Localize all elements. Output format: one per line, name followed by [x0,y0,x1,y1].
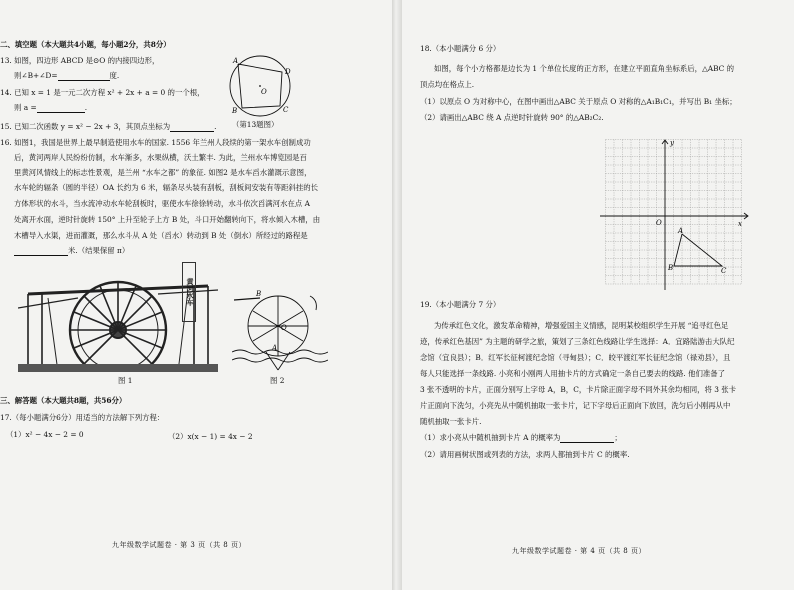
section3-heading: 三、解答题（本大题共8题，共56分） [0,396,127,405]
fig2-label-o: O [281,324,287,332]
q19-answer-blank[interactable] [560,434,614,443]
q19-line-6: 片正面向下洗匀，小亮先从中随机抽取一张卡片，记下字母后正面向下放回，洗匀后小刚再从中 [420,401,731,410]
q16-line-2: 后，黄河两岸人民纷纷仿制，水车渐多，水果纵横，沃土繁丰. 为此，兰州水车博览园是百 [14,153,307,162]
fig2-caption: 图 2 [270,376,285,385]
q14-answer-blank[interactable] [37,103,88,113]
q16-line-7: 木槽导入水渠，进而灌溉，那么水斗从 A 处（舀水）转动到 B 处（倒水）所经过的路程是 [14,231,308,240]
fig1-caption: 图 1 [118,376,133,385]
q17-part1: （1）x² − 4x − 2 = 0 [6,430,84,439]
q19-line-3: 念馆（宜良县）；B．红军长征柯渡纪念馆（寻甸县）；C．皎平渡红军长征纪念馆（禄劝县），且 [420,353,731,362]
section2-heading: 二、填空题（本大题共4小题，每小题2分，共8分） [0,40,171,49]
fig2-label-b: B [256,290,262,298]
label-c: C [283,106,289,114]
q16-line-1: 16. 如图1，我国是世界上最早制造使用水车的国家. 1556 年兰州人段续的第一架水车创制成功 [0,138,311,147]
q15-text: 15. 已知二次函数 y = x² − 2x + 3，其顶点坐标为 [0,122,171,131]
q19-part1-end: ； [614,433,622,442]
q14-text: 则 a = [14,103,37,112]
waterwheel-diagram [232,286,328,372]
q18-line-2: 顶点均在格点上. [420,80,475,89]
q16-line-6: 处离开水面，逆时针旋转 150° 上升至轮子上方 B 处，斗口开始翻转向下，将水倾入木槽，由 [14,215,321,224]
q14-line2 [14,103,87,113]
q19-line-4: 每人只能选择一条线路. 小亮和小刚两人用抽卡片的方式确定一条自己要去的线路. 他们准备了 [420,369,726,378]
circle-quadrilateral-figure [222,50,302,122]
q16-line-8 [14,246,129,256]
q19-title: 19.（本小题满分 7 分） [420,300,501,309]
q19-part1 [420,433,622,443]
q18-line-1: 如图，每个小方格都是边长为 1 个单位长度的正方形，在建立平面直角坐标系后，△ABC 的 [434,64,735,73]
page-4 [402,0,794,590]
q16-line-5: 方体形状的水斗，当水流冲动水车轮刮板时，驱使水车徐徐转动，水斗依次舀满河水在点 A [14,199,310,208]
q13-line1: 13. 如图，四边形 ABCD 是⊙O 的内接四边形， [0,56,160,65]
label-a: A [233,57,239,65]
fig13-caption: （第13题图） [232,120,279,129]
page-3 [0,0,392,590]
q13-text: 则∠B+∠D= [14,71,58,80]
q13-answer-blank[interactable] [58,72,110,81]
q18-part1: （1）以原点 O 为对称中心，在图中画出△ABC 关于原点 O 对称的△A₁B₁C₁，并写出 B₁ 坐标； [420,97,737,106]
calligraphy-stamp: 黄河水车 [182,262,196,322]
q19-line-5: 3 张不透明的卡片，正面分别写上字母 A，B，C，卡片除正面字母不同外其余均相同，将 3 张卡 [420,385,737,394]
vertex-c-label: C [721,267,727,275]
book-gutter [392,0,402,590]
q19-line-1: 为传承红色文化，激发革命精神，增强爱国主义情感，昆明某校组织学生开展 “追寻红色足 [434,321,729,330]
q16-answer-blank[interactable] [14,247,68,256]
q13-line2 [14,71,119,81]
q16-end: 米.（结果保留 π） [68,246,130,255]
q19-part1-text: （1）求小亮从中随机抽到卡片 A 的概率为 [420,433,561,442]
page3-footer: 九年级数学试题卷 · 第 3 页（共 8 页） [112,541,246,549]
vertex-b-label: B [668,264,674,272]
q19-line-2: 迹，传承红色基因” 为主题的研学之旅，策划了三条红色线路让学生选择：A．宜路陆游击大队纪 [420,337,735,346]
q17-part2: （2）x(x − 1) = 4x − 2 [168,432,253,441]
q19-part2: （2）请用画树状图或列表的方法，求两人都抽到卡片 C 的概率. [420,450,630,459]
label-b: B [232,107,238,115]
origin-label: O [656,219,662,227]
q19-line-7: 随机抽取一张卡片. [420,417,482,426]
vertex-a-label: A [678,227,684,235]
q16-line-3: 里黄河风情线上的标志性景观，是兰州 “水车之都” 的象征. 如图2 是水车舀水灌溉示意图， [14,168,312,177]
q15-line [0,122,216,132]
fig2-label-a: A [272,344,278,352]
q13-unit: 度. [109,71,120,80]
q15-answer-blank[interactable] [170,122,217,132]
x-axis-label: x [738,220,742,228]
y-axis-label: y [670,139,674,147]
q15-end: . [214,122,217,131]
coordinate-grid [598,136,752,292]
q18-title: 18.（本小题满分 6 分） [420,44,501,53]
label-d: D [285,68,291,76]
q14-line1: 14. 已知 x = 1 是一元二次方程 x² + 2x + a = 0 的一个根， [0,88,205,97]
label-o: O [261,88,267,96]
q16-line-4: 水车轮的辐条（圆的半径）OA 长约为 6 米，辐条尽头装有刮板，刮板间安装有等距斜挂的长 [14,183,318,192]
q17-line: 17.（每小题满分6分）用适当的方法解下列方程： [0,413,165,422]
q14-end: . [84,103,88,112]
q18-part2: （2）请画出△ABC 绕 A 点逆时针旋转 90° 的△AB₂C₂. [420,113,604,122]
page4-footer: 九年级数学试题卷 · 第 4 页（共 8 页） [512,547,646,555]
